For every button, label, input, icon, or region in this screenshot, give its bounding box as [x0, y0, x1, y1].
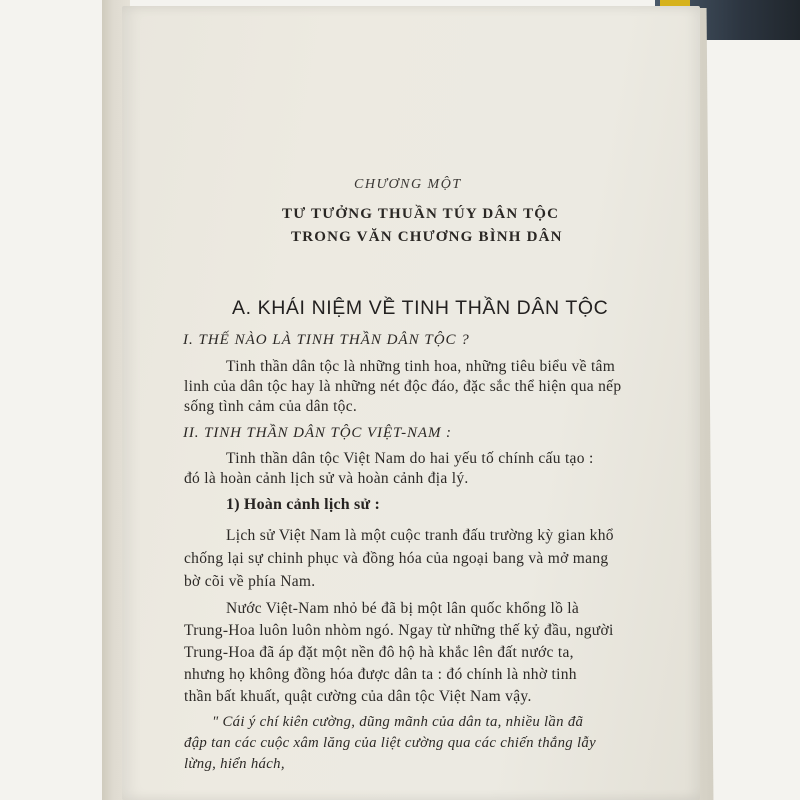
- chapter-title-line-2: TRONG VĂN CHƯƠNG BÌNH DÂN: [291, 229, 563, 245]
- quote-line: " Cái ý chí kiên cường, dũng mãnh của dân ta, nhiều lần đã: [212, 714, 584, 730]
- paragraph-line: đó là hoàn cảnh lịch sử và hoàn cảnh địa lý.: [184, 470, 469, 487]
- paragraph-line: bờ cõi về phía Nam.: [184, 573, 316, 590]
- paragraph-line: Lịch sử Việt Nam là một cuộc tranh đấu trường kỳ gian khổ: [226, 527, 614, 544]
- quote-line: lừng, hiển hách,: [184, 756, 285, 772]
- part-ii-heading: II. TINH THẦN DÂN TỘC VIỆT-NAM :: [183, 425, 452, 441]
- part-i-heading: I. THẾ NÀO LÀ TINH THẦN DÂN TỘC ?: [183, 332, 470, 348]
- paragraph-line: nhưng họ không đồng hóa được dân ta : đó chính là nhờ tinh: [184, 666, 577, 683]
- chapter-label: CHƯƠNG MỘT: [354, 177, 462, 192]
- paragraph-line: Nước Việt-Nam nhỏ bé đã bị một lân quốc khổng lồ là: [226, 600, 580, 617]
- paragraph-line: linh của dân tộc hay là những nét độc đáo, đặc sắc thể hiện qua nếp: [184, 378, 622, 395]
- subsection-heading: 1) Hoàn cảnh lịch sử :: [226, 496, 381, 513]
- paragraph-line: Tinh thần dân tộc là những tinh hoa, những tiêu biểu về tâm: [226, 358, 616, 375]
- paragraph-line: thần bất khuất, quật cường của dân tộc Việt Nam vậy.: [184, 688, 532, 705]
- chapter-title-line-1: TƯ TƯỞNG THUẦN TÚY DÂN TỘC: [282, 206, 560, 222]
- paragraph-line: Trung-Hoa đã áp đặt một nền đô hộ hà khắc lên đất nước ta,: [184, 644, 574, 661]
- paragraph-line: chống lại sự chinh phục và đồng hóa của ngoại bang và mở mang: [184, 550, 609, 567]
- section-a-heading: A. KHÁI NIỆM VỀ TINH THẦN DÂN TỘC: [232, 297, 609, 319]
- paragraph-line: sống tình cảm của dân tộc.: [184, 398, 358, 415]
- paragraph-line: Tinh thần dân tộc Việt Nam do hai yếu tố chính cấu tạo :: [226, 450, 594, 467]
- quote-line: đập tan các cuộc xâm lăng của liệt cường qua các chiến thắng lẫy: [184, 735, 596, 751]
- paragraph-line: Trung-Hoa luôn luôn nhòm ngó. Ngay từ những thế kỷ đầu, người: [184, 622, 614, 639]
